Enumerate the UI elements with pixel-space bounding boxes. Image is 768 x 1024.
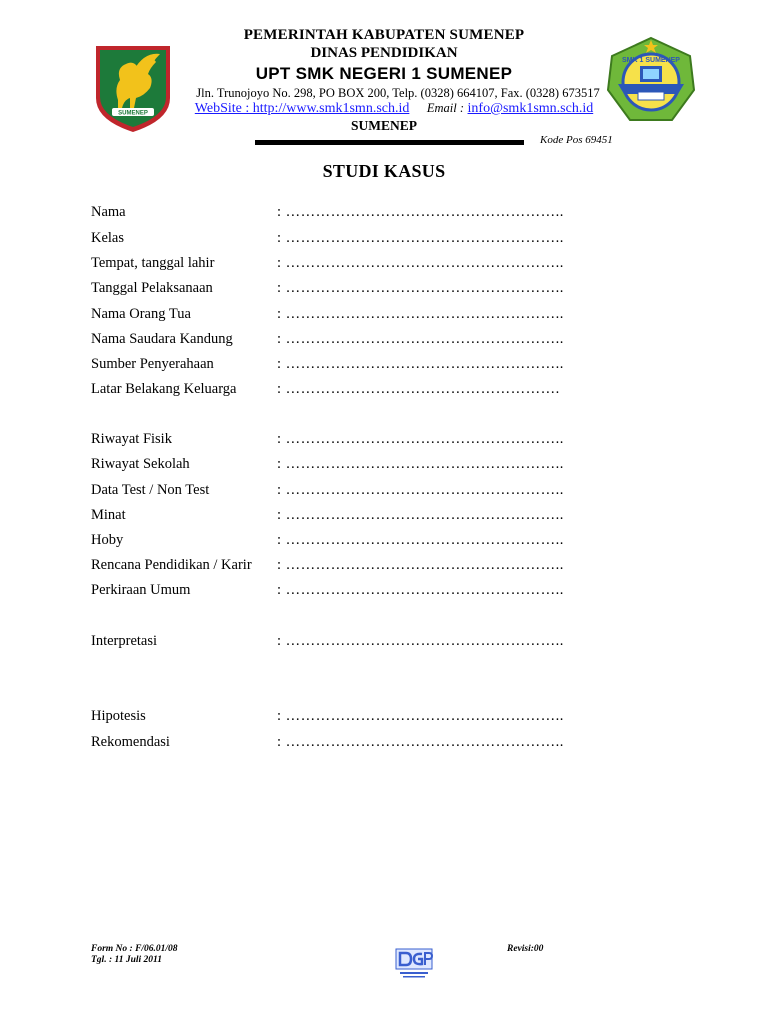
field-blank: : ……………………………………………….. [277, 734, 564, 750]
form-number: Form No : F/06.01/08 [91, 944, 178, 954]
header-divider [255, 140, 524, 145]
field-label: Latar Belakang Keluarga [91, 381, 237, 397]
school-address: Jln. Trunojoyo No. 298, PO BOX 200, Telp. (0328) 664107, Fax. (0328) 673517 [196, 86, 600, 100]
department-name: DINAS PENDIDIKAN [310, 45, 458, 61]
revision-number: Revisi:00 [507, 944, 544, 954]
form-date: Tgl. : 11 Juli 2011 [91, 955, 162, 965]
city-name: SUMENEP [350, 118, 417, 133]
field-blank: : ………………………………………………. [277, 381, 560, 397]
field-label: Sumber Penyerahaan [91, 356, 214, 372]
email-label: Email : [426, 101, 465, 115]
email-link[interactable]: info@smk1smn.sch.id [467, 101, 594, 116]
field-blank: : ……………………………………………….. [277, 230, 564, 246]
field-label: Data Test / Non Test [91, 482, 210, 498]
field-blank: : ……………………………………………….. [277, 331, 564, 347]
field-blank: : ……………………………………………….. [277, 306, 564, 322]
field-label: Hipotesis [91, 708, 146, 724]
field-label: Kelas [91, 230, 125, 246]
contact-line [10, 101, 768, 117]
certification-logo [394, 947, 434, 979]
left-logo-caption: SUMENEP [118, 110, 148, 117]
field-blank: : ……………………………………………….. [277, 708, 564, 724]
field-label: Riwayat Fisik [91, 431, 172, 447]
field-label: Riwayat Sekolah [91, 456, 190, 472]
field-label: Minat [91, 507, 126, 523]
field-blank: : ……………………………………………….. [277, 532, 564, 548]
field-blank: : ……………………………………………….. [277, 456, 564, 472]
field-label: Tempat, tanggal lahir [91, 255, 215, 271]
field-blank: : ……………………………………………….. [277, 431, 564, 447]
field-label: Nama Orang Tua [91, 306, 191, 322]
field-label: Nama Saudara Kandung [91, 331, 233, 347]
field-blank: : ……………………………………………….. [277, 633, 564, 649]
field-label: Perkiraan Umum [91, 582, 191, 598]
website-link[interactable]: WebSite : http://www.smk1smn.sch.id [194, 101, 410, 116]
field-blank: : ……………………………………………….. [277, 280, 564, 296]
field-blank: : ……………………………………………….. [277, 557, 564, 573]
right-logo-caption: SMK 1 SUMENEP [622, 57, 680, 64]
field-blank: : ……………………………………………….. [277, 507, 564, 523]
document-title: STUDI KASUS [322, 161, 446, 181]
postal-code: Kode Pos 69451 [540, 134, 613, 146]
field-label: Nama [91, 204, 126, 220]
field-label: Tanggal Pelaksanaan [91, 280, 213, 296]
field-blank: : ……………………………………………….. [277, 255, 564, 271]
field-label: Interpretasi [91, 633, 158, 649]
field-blank: : ……………………………………………….. [277, 356, 564, 372]
government-name: PEMERINTAH KABUPATEN SUMENEP [243, 27, 525, 43]
field-label: Rencana Pendidikan / Karir [91, 557, 252, 573]
field-blank: : ……………………………………………….. [277, 204, 564, 220]
field-label: Hoby [91, 532, 124, 548]
field-blank: : ……………………………………………….. [277, 582, 564, 598]
field-blank: : ……………………………………………….. [277, 482, 564, 498]
field-label: Rekomendasi [91, 734, 170, 750]
school-name: UPT SMK NEGERI 1 SUMENEP [255, 64, 513, 83]
